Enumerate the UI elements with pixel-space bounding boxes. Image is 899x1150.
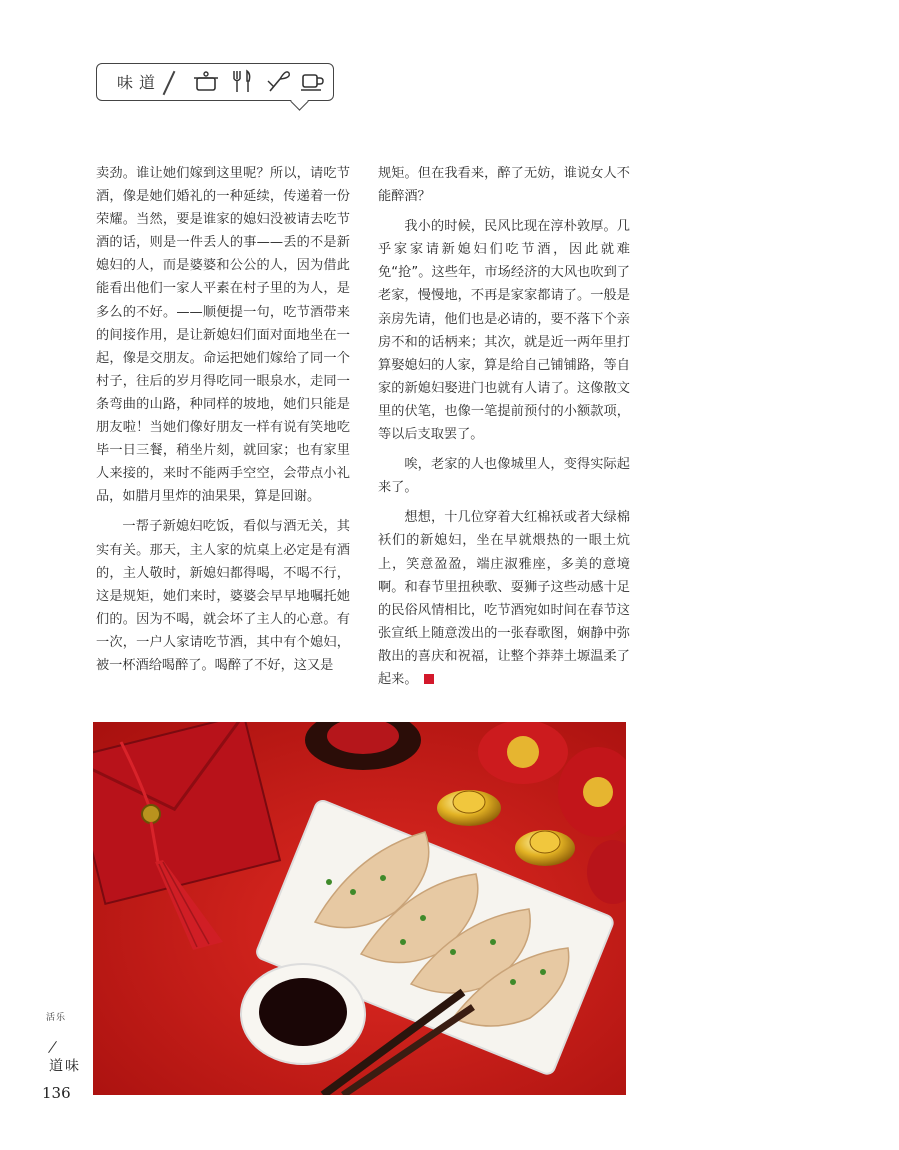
section-title: 味道 bbox=[117, 73, 162, 92]
paragraph-text: 想想，十几位穿着大红棉袄或者大绿棉袄们的新媳妇，坐在早就煨热的一眼土炕上，笑意盈盈，端庄淑雅座，多美的意境啊。和春节里扭秧歌、耍狮子这些动感十足的民俗风情相比，吃节酒宛如时间在春节这张宣纸上随意泼出的一张春歌图，娴静中弥散出的喜庆和祝福，让整个莽莽土塬温柔了起来。 bbox=[378, 510, 630, 687]
section-icons bbox=[192, 67, 332, 95]
dumplings-illustration bbox=[93, 722, 626, 1095]
whisk-icon bbox=[264, 67, 292, 95]
end-mark bbox=[424, 674, 434, 684]
paragraph: 规矩。但在我看来，醉了无妨，谁说女人不能醉酒？ bbox=[378, 166, 630, 205]
article-right-column bbox=[378, 162, 630, 698]
pot-icon bbox=[192, 67, 220, 95]
cup-icon bbox=[298, 67, 326, 95]
paragraph: 唉，老家的人也像城里人，变得实际起来了。 bbox=[378, 457, 630, 496]
dumplings-photo bbox=[93, 722, 626, 1095]
page-number: 136 bbox=[42, 1084, 71, 1102]
magazine-brand: 乐活 bbox=[44, 1012, 64, 1021]
paragraph: 一帮子新媳妇吃饭，看似与酒无关，其实有关。那天，主人家的炕桌上必定是有酒的，主人敬时，新媳妇都得喝，不喝不行，这是规矩，她们来时，婆婆会早早地嘱托她们的。因为不喝，就会坏了主人的心意。有一次，一户人家请吃节酒，其中有个媳妇，被一杯酒给喝醉了。喝醉了不好，这又是 bbox=[96, 519, 350, 673]
folio-divider bbox=[48, 1041, 57, 1053]
article-left-column bbox=[96, 162, 350, 684]
paragraph-last bbox=[378, 506, 630, 691]
paragraph: 卖劲。谁让她们嫁到这里呢？所以，请吃节酒，像是她们婚礼的一种延续，传递着一份荣耀。当然，要是谁家的媳妇没被请去吃节酒的话，则是一件丢人的事——丢的不是新媳妇的人，而是婆婆和公公的人，因为借此能看出他们一家人平素在村子里的为人，是多么的不好。——顺便提一句，吃节酒带来的间接作用，是让新媳妇们面对面地坐在一起，像是交朋友。命运把她们嫁给了同一个村子，往后的岁月得吃同一眼泉水，走同一条弯曲的山路，种同样的坡地，她们只能是朋友啦！当她们像好朋友一样有说有笑地吃毕一日三餐，稍坐片刻，就回家；也有家里人来接的，来时不能两手空空，会带点小礼品，如腊月里炸的油果果，算是回谢。 bbox=[96, 166, 350, 505]
folio-section: 味道 bbox=[47, 1058, 79, 1072]
paragraph: 我小的时候，民风比现在淳朴敦厚。几乎家家请新媳妇们吃节酒，因此就难免“抢”。这些年，市场经济的大风也吹到了老家，慢慢地，不再是家家都请了。一般是亲房先请，他们也是必请的，要不落下个亲房不和的话柄来；其次，就是近一两年里打算娶媳妇的人家，算是给自己铺铺路，等自家的新媳妇娶进门也就有人请了。这像散文里的伏笔，也像一笔提前预付的小额款项，等以后支取罢了。 bbox=[378, 219, 630, 443]
fork-knife-icon bbox=[228, 67, 256, 95]
